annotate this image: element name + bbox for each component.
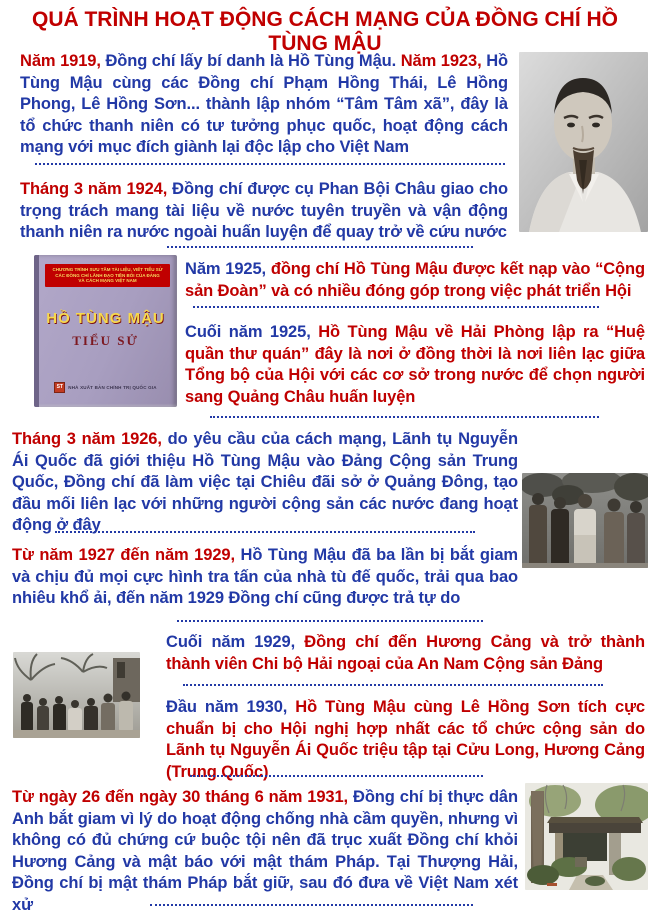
dotted-separator xyxy=(167,246,473,248)
text-segment: Từ năm 1927 đến năm 1929, xyxy=(12,546,241,564)
book-title: HỒ TÙNG MẬU xyxy=(46,310,165,327)
page-title: QUÁ TRÌNH HOẠT ĐỘNG CÁCH MẠNG CỦA ĐỒNG CHÍ HỒ TÙNG MẬU xyxy=(31,8,619,55)
portrait-photo xyxy=(519,52,648,232)
memorial-gate-photo xyxy=(525,783,648,890)
text-segment: Cuối năm 1925, xyxy=(185,323,319,341)
text-segment: Tháng 3 năm 1926, xyxy=(12,430,168,448)
text-segment: Đồng chí được cụ Phan Bội Châu giao cho trọng trách mang tài liệu về nước tuyên truyền và vận động thanh niên ra nước ngoài huấn luyện để quay trở về cứu nước xyxy=(20,180,508,242)
text-segment: Tháng 3 năm 1924, xyxy=(20,180,173,198)
text-segment: Hồ Tùng Mậu cùng các Đồng chí Phạm Hồng Thái, Lê Hồng Phong, Lê Hồng Sơn... thành lập nhóm “Tâm Tâm xã”, đây là tổ chức thanh niên có tư tưởng phục quốc, hoạt động cách mạng với mục đích giành lại độc lập cho Việt Nam xyxy=(20,52,508,157)
dotted-separator xyxy=(190,775,483,777)
text-segment: Đồng chí bị thực dân Anh bắt giam vì lý do hoạt động chống nhà cầm quyền, nhưng vì không có đủ chứng cứ buộc tội nên đã trục xuất Đồng chí khỏi Hương Cảng và mật báo với mật thám Pháp. Tại Thượng Hải, Đồng chí bị mật thám Pháp bắt giữ, sau đó đưa về Việt Nam xét xử xyxy=(12,788,518,914)
dotted-separator xyxy=(150,904,473,906)
text-segment: Đồng chí lấy bí danh là Hồ Tùng Mậu. xyxy=(105,52,401,70)
book-series-band xyxy=(45,264,170,287)
book-series-line: CHƯƠNG TRÌNH SƯU TẦM TÀI LIỆU, VIẾT TIỂU SỬ xyxy=(52,267,163,272)
publisher-name: NHÀ XUẤT BẢN CHÍNH TRỊ QUỐC GIA xyxy=(68,385,157,390)
timeline-entry-1926 xyxy=(12,429,518,537)
timeline-entry-1924 xyxy=(20,179,508,244)
dotted-separator xyxy=(177,620,483,622)
book-subtitle: TIỂU SỬ xyxy=(72,333,139,348)
dotted-separator xyxy=(183,684,603,686)
book-series-line: CÁC ĐỒNG CHÍ LÃNH ĐẠO TIỀN BỐI CỦA ĐẢNG xyxy=(55,272,160,278)
timeline-entry-1931 xyxy=(12,787,518,917)
memorial-gate-illustration xyxy=(525,783,648,890)
group-photo-illustration xyxy=(13,652,140,738)
text-segment: Hồ Tùng Mậu đã ba lần bị bắt giam và chịu đủ mọi cực hình tra tấn của nhà tù đế quốc, trải qua bao nhiêu khổ ải, đến năm 1929 Đồng chí cũng được trả tự do xyxy=(12,546,518,608)
text-segment: Đầu năm 1930, xyxy=(166,698,296,716)
text-segment: do yêu cầu của cách mạng, Lãnh tụ Nguyễn Ái Quốc đã giới thiệu Hồ Tùng Mậu vào Đảng Cộng sản Trung Quốc, Đồng chí đã làm việc tại Chiêu đãi sở ở Quảng Đông, tạo đầu mối liên lạc với những người cộng sản các nước đang hoạt động ở đây xyxy=(12,430,518,535)
timeline-entry-late-1925 xyxy=(185,322,645,408)
book-footer xyxy=(34,382,177,393)
dotted-separator xyxy=(193,306,599,308)
publisher-logo: ST xyxy=(54,382,65,393)
book-cover-image xyxy=(34,255,177,407)
text-segment: Từ ngày 26 đến ngày 30 tháng 6 năm 1931, xyxy=(12,788,354,806)
group-photo-hongkong xyxy=(13,652,140,738)
text-segment: Hồ Tùng Mậu cùng Lê Hồng Sơn tích cực chuẩn bị cho Hội nghị hợp nhất các tổ chức cộng sản do Lãnh tụ Nguyễn Ái Quốc triệu tập tại Cửu Long, Hương Cảng (Trung Quốc) xyxy=(166,698,645,781)
text-segment: Năm 1925, xyxy=(185,260,271,278)
timeline-entry-1930 xyxy=(166,697,645,783)
text-segment: đồng chí Hồ Tùng Mậu được kết nạp vào “Cộng sản Đoàn” và có nhiều đóng góp trong việc phát triển Hội xyxy=(185,260,645,300)
text-segment: Năm 1923, xyxy=(400,52,487,70)
dotted-separator xyxy=(210,416,599,418)
timeline-entry-1927-1929 xyxy=(12,545,518,610)
book-series-line: VÀ CÁCH MẠNG VIỆT NAM xyxy=(78,278,137,284)
timeline-entry-1925 xyxy=(185,259,645,302)
text-segment: Năm 1919, xyxy=(20,52,106,70)
dotted-separator xyxy=(55,531,475,533)
dotted-separator xyxy=(35,163,505,165)
text-segment: Hồ Tùng Mậu về Hải Phòng lập ra “Huệ quần thư quán” đây là nơi ở đồng thời là nơi liên lạc giữa Tổng bộ của Hội với các cơ sở trong nước để chọn người sang Quảng Châu huấn luyện xyxy=(185,323,645,406)
group-photo-guangzhou xyxy=(522,473,648,568)
text-segment: Cuối năm 1929, xyxy=(166,633,305,651)
timeline-entry-late-1929 xyxy=(166,632,645,675)
text-segment: Đồng chí đến Hương Cảng và trở thành thành viên Chi bộ Hải ngoại của An Nam Cộng sản Đảng xyxy=(166,633,645,673)
timeline-entry-1919-1923 xyxy=(20,51,508,159)
group-photo-illustration xyxy=(522,473,648,568)
portrait-illustration xyxy=(519,52,648,232)
